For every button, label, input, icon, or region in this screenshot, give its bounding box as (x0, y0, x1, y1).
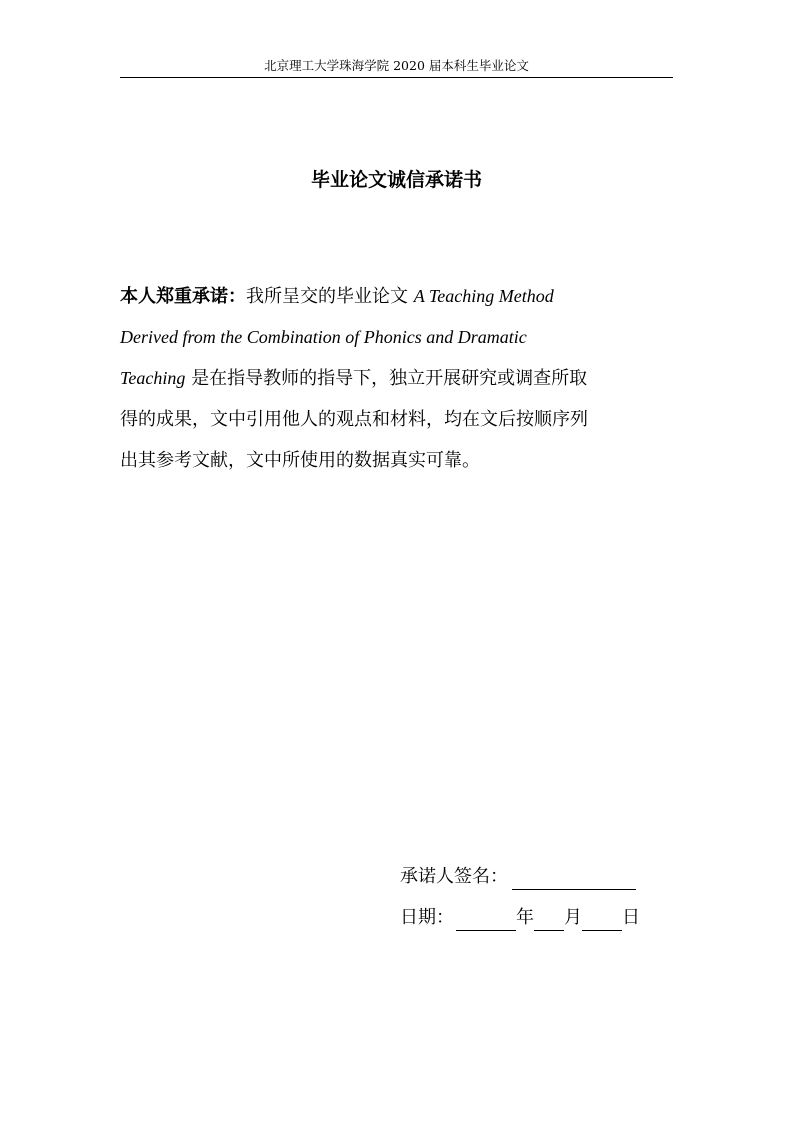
signature-label: 承诺人签名： (400, 866, 508, 887)
signature-row (400, 864, 636, 890)
statement-lead: 本人郑重承诺： (120, 286, 246, 307)
statement-line-3 (120, 358, 650, 399)
commitment-statement (120, 276, 650, 481)
signature-blank[interactable] (512, 867, 636, 890)
thesis-title-part1: A Teaching Method (413, 286, 554, 306)
thesis-title-part2: Derived from the Combination of Phonics and Dramatic (120, 327, 527, 347)
date-label: 日期： (400, 907, 454, 928)
statement-line-5: 出其参考文献，文中所使用的数据真实可靠。 (120, 450, 480, 471)
day-blank[interactable] (582, 908, 622, 931)
year-label: 年 (516, 907, 534, 928)
statement-line-1 (120, 276, 650, 317)
statement-line-4: 得的成果，文中引用他人的观点和材料，均在文后按顺序列 (120, 409, 588, 430)
month-label: 月 (564, 907, 582, 928)
statement-line1-text: 我所呈交的毕业论文 (246, 286, 414, 307)
page-title: 毕业论文诚信承诺书 (310, 169, 482, 191)
page-header (120, 57, 673, 78)
statement-line-2 (120, 317, 650, 358)
header-text: 北京理工大学珠海学院 2020 届本科生毕业论文 (264, 58, 529, 73)
day-label: 日 (622, 907, 640, 928)
date-row (400, 905, 640, 931)
thesis-title-part3: Teaching (120, 368, 186, 388)
month-blank[interactable] (534, 908, 564, 931)
year-blank[interactable] (456, 908, 516, 931)
statement-line3-text: 是在指导教师的指导下，独立开展研究或调查所取 (185, 368, 588, 389)
